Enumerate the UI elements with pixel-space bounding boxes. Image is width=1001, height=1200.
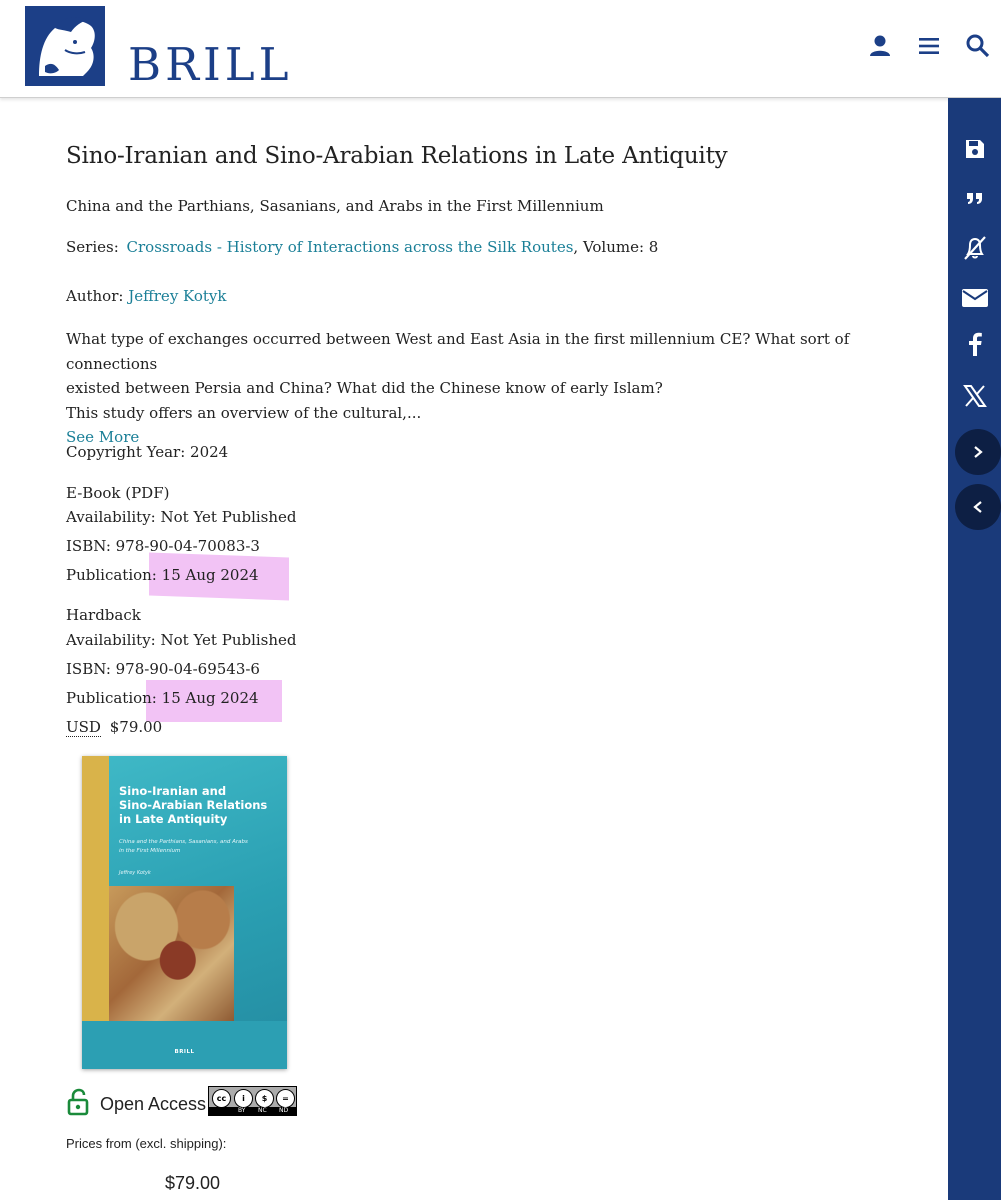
format-availability: Availability: Not Yet Published xyxy=(66,508,297,526)
nc-label: NC xyxy=(258,1107,267,1114)
by-label: BY xyxy=(238,1107,246,1114)
format-name: E-Book (PDF) xyxy=(66,484,170,502)
abstract xyxy=(66,327,906,450)
series-link[interactable]: Crossroads - History of Interactions across the Silk Routes xyxy=(126,238,574,256)
publication-label: Publication: xyxy=(66,689,157,707)
cc-license-labels xyxy=(209,1107,296,1115)
cover-subtitle-line: China and the Parthians, Sasanians, and Arabs xyxy=(119,839,248,845)
price-value: $79.00 xyxy=(109,718,163,736)
share-sidebar xyxy=(948,98,1001,1200)
author-link[interactable]: Jeffrey Kotyk xyxy=(128,287,227,305)
cover-publisher: BRILL xyxy=(174,1049,195,1055)
see-more-link[interactable]: See More xyxy=(66,428,140,446)
user-icon[interactable] xyxy=(864,30,896,62)
price-from: $79.00 xyxy=(165,1173,221,1193)
menu-icon[interactable] xyxy=(913,30,945,62)
cover-author: Jeffrey Kotyk xyxy=(119,870,151,876)
alert-off-icon[interactable] xyxy=(948,230,1001,266)
abstract-line: This study offers an overview of the cultural,... xyxy=(66,403,422,422)
book-cover-image[interactable] xyxy=(82,756,287,1069)
book-title: Sino-Iranian and Sino-Arabian Relations in Late Antiquity xyxy=(66,143,728,169)
open-access-label: Open Access xyxy=(100,1093,207,1114)
book-subtitle: China and the Parthians, Sasanians, and Arabs in the First Millennium xyxy=(66,197,604,215)
series-volume: , Volume: 8 xyxy=(573,238,659,256)
publication-date: 15 Aug 2024 xyxy=(161,566,259,584)
expand-right-icon[interactable] xyxy=(955,429,1001,475)
format-publication xyxy=(66,566,259,584)
publication-date: 15 Aug 2024 xyxy=(161,689,259,707)
cover-spine-strip xyxy=(82,756,109,1021)
nd-icon: = xyxy=(276,1089,295,1108)
author-info xyxy=(66,287,226,305)
brand-wordmark[interactable]: BRILL xyxy=(128,38,293,91)
save-icon[interactable] xyxy=(948,131,1001,167)
copyright-year: Copyright Year: 2024 xyxy=(66,443,229,461)
publication-label: Publication: xyxy=(66,566,157,584)
nc-icon: $ xyxy=(255,1089,274,1108)
cover-painting xyxy=(109,886,234,1021)
cover-title-line: Sino-Iranian and xyxy=(119,784,227,798)
brill-logo-icon[interactable] xyxy=(25,6,105,86)
cover-title xyxy=(119,784,279,826)
search-icon[interactable] xyxy=(962,30,994,62)
site-header xyxy=(0,0,1001,98)
facebook-icon[interactable] xyxy=(948,326,1001,362)
cite-icon[interactable] xyxy=(948,180,1001,216)
cc-icon: cc xyxy=(212,1089,231,1108)
open-lock-icon xyxy=(66,1088,90,1120)
abstract-line: existed between Persia and China? What did the Chinese know of early Islam? xyxy=(66,379,663,397)
cc-license-badge[interactable] xyxy=(208,1086,297,1116)
cover-bottom-band xyxy=(82,1021,287,1069)
cover-subtitle xyxy=(119,838,279,856)
x-icon[interactable] xyxy=(948,378,1001,414)
format-isbn: ISBN: 978-90-04-69543-6 xyxy=(66,660,260,678)
open-access-row xyxy=(66,1089,206,1119)
prices-label: Prices from (excl. shipping): xyxy=(66,1136,227,1151)
format-price xyxy=(66,718,162,736)
format-availability: Availability: Not Yet Published xyxy=(66,631,297,649)
abstract-line: What type of exchanges occurred between West and East Asia in the first millennium CE? What sort of connections xyxy=(66,330,850,373)
author-label: Author: xyxy=(66,287,124,305)
currency-abbr: USD xyxy=(66,718,101,736)
cover-title-line: in Late Antiquity xyxy=(119,812,228,826)
collapse-left-icon[interactable] xyxy=(955,484,1001,530)
nd-label: ND xyxy=(279,1107,289,1114)
series-info xyxy=(66,238,658,256)
email-icon[interactable] xyxy=(948,280,1001,316)
cover-title-line: Sino-Arabian Relations xyxy=(119,798,268,812)
by-icon: i xyxy=(234,1089,253,1108)
format-name: Hardback xyxy=(66,606,141,624)
format-isbn: ISBN: 978-90-04-70083-3 xyxy=(66,537,260,555)
series-label: Series: xyxy=(66,238,119,256)
format-publication xyxy=(66,689,259,707)
cover-subtitle-line: in the First Millennium xyxy=(119,848,181,854)
